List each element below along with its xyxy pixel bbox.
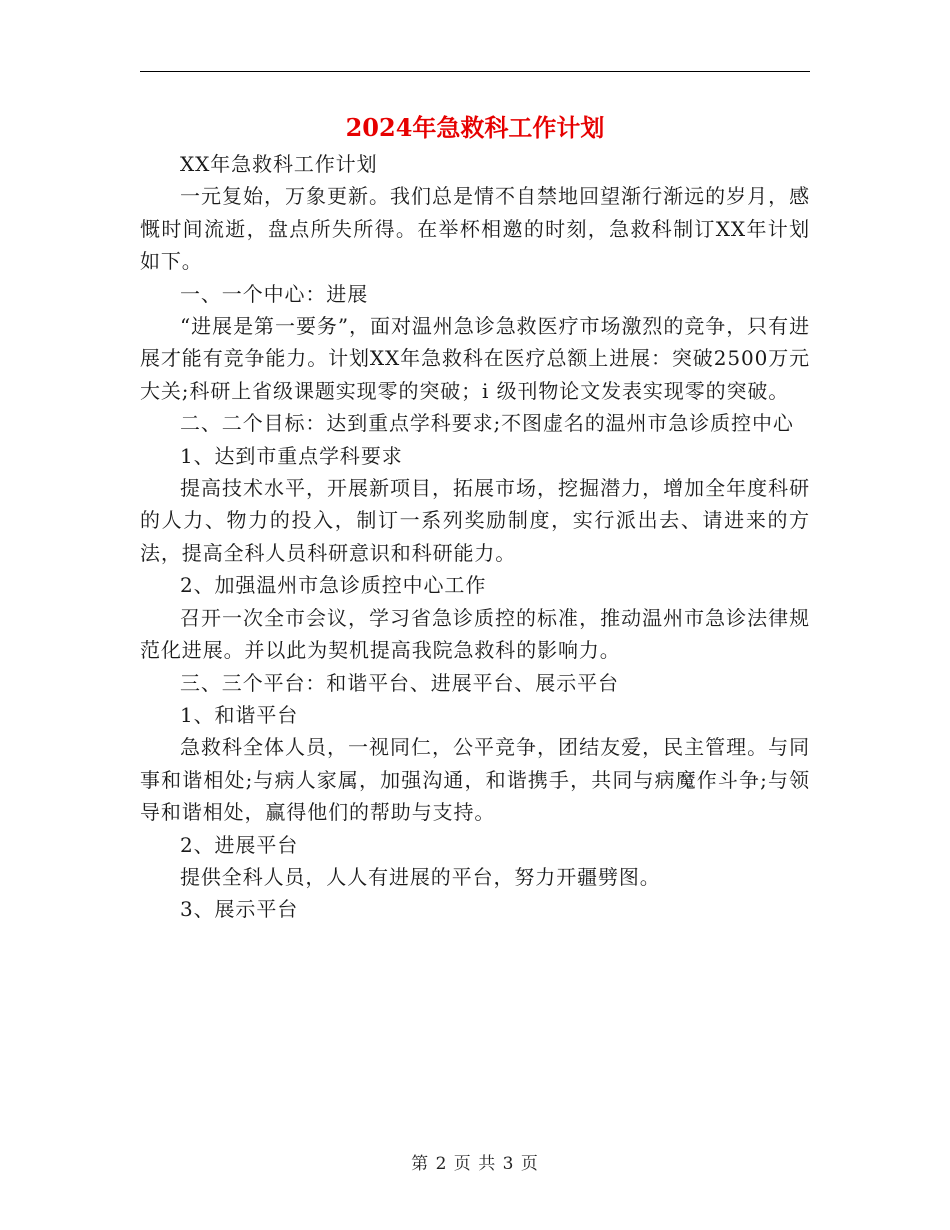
intro-paragraph: 一元复始，万象更新。我们总是情不自禁地回望渐行渐远的岁月，感慨时间流逝，盘点所失所得。在举杯相邀的时刻，急救科制订XX年计划如下。: [140, 184, 810, 274]
section-heading-2: 二、二个目标：达到重点学科要求;不图虚名的温州市急诊质控中心: [180, 411, 794, 436]
section-1-paragraph: “进展是第一要务”，面对温州急诊急救医疗市场激烈的竞争，只有进展才能有竞争能力。计划XX年急救科在医疗总额上进展：突破2500万元大关;科研上省级课题实现零的突破；i 级刊物论文发表实现零的突破。: [140, 314, 810, 403]
page-number: 第 2 页 共 3 页: [411, 1154, 539, 1174]
section-heading-1: 一、一个中心：进展: [180, 281, 369, 306]
subsection-heading-2-2: 2、加强温州市急诊质控中心工作: [180, 573, 487, 598]
subsection-heading-2-1: 1、达到市重点学科要求: [180, 443, 403, 468]
document-subtitle: XX年急救科工作计划: [180, 152, 378, 176]
header-rule: [140, 71, 810, 72]
subsection-2-2-paragraph: 召开一次全市会议，学习省急诊质控的标准，推动温州市急诊法律规范化进展。并以此为契机提高我院急救科的影响力。: [140, 605, 810, 663]
subsection-heading-3-1: 1、和谐平台: [180, 702, 299, 727]
subsection-3-1-paragraph: 急救科全体人员，一视同仁，公平竞争，团结友爱，民主管理。与同事和谐相处;与病人家属，加强沟通，和谐携手，共同与病魔作斗争;与领导和谐相处，赢得他们的帮助与支持。: [140, 735, 810, 825]
subsection-2-1-paragraph: 提高技术水平，开展新项目，拓展市场，挖掘潜力，增加全年度科研的人力、物力的投入，制订一系列奖励制度，实行派出去、请进来的方法，提高全科人员科研意识和科研能力。: [140, 476, 810, 565]
document-body: [140, 148, 810, 926]
subsection-heading-3-3: 3、展示平台: [180, 897, 299, 922]
subsection-3-2-paragraph: 提供全科人员，人人有进展的平台，努力开疆劈图。: [180, 864, 661, 889]
section-heading-3: 三、三个平台：和谐平台、进展平台、展示平台: [180, 670, 619, 695]
subsection-heading-3-2: 2、进展平台: [180, 832, 299, 857]
document-title: 2024年急救科工作计划: [345, 113, 605, 142]
